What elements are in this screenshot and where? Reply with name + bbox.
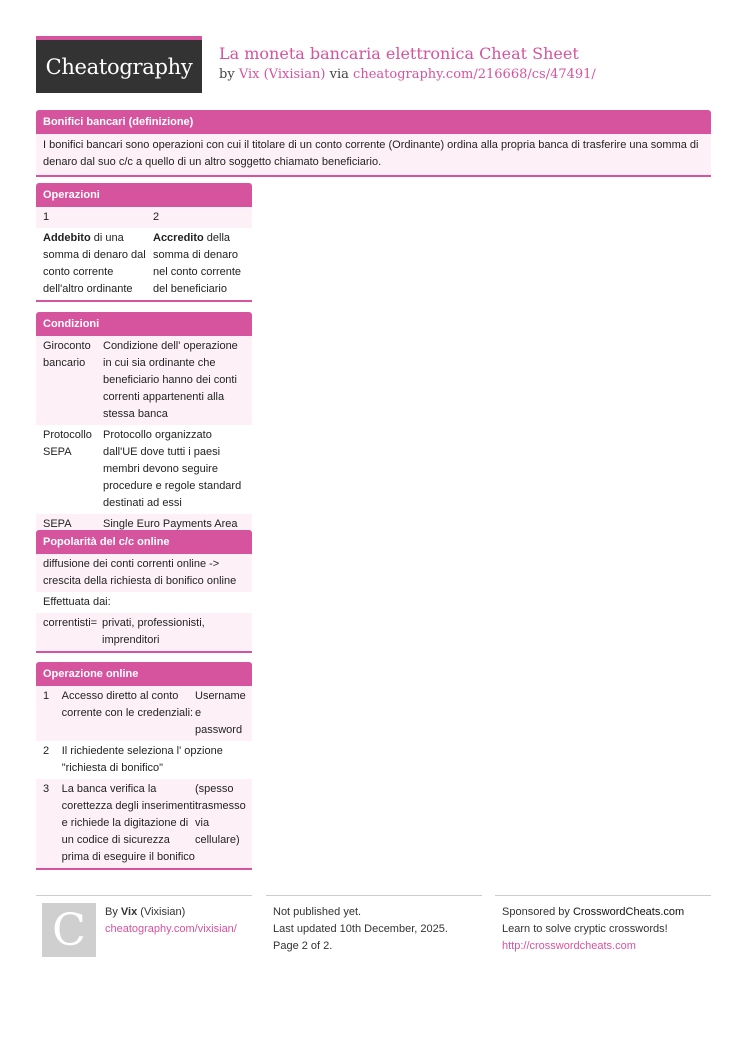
cheatography-logo[interactable]: Cheatography — [36, 36, 202, 93]
col-1-header: 1 — [43, 211, 50, 223]
footer-sponsor — [495, 895, 711, 955]
accredito-cell: Accredito della somma di denaro nel conto corrente del beneficiario — [153, 232, 242, 295]
page-number: Page 2 of 2. — [273, 940, 333, 952]
page-title: La moneta bancaria elettronica Cheat Sheet — [219, 44, 579, 63]
byline — [219, 67, 596, 82]
term: Giroconto bancario — [43, 340, 91, 369]
section-condizioni — [36, 312, 252, 537]
author-avatar: C — [42, 903, 96, 957]
definition: Protocollo organizzato dall'UE dove tutti i paesi membri devono seguire procedure e regole standard destinati ad essi — [103, 429, 242, 509]
section-title: Bonifici bancari (definizione) — [36, 110, 711, 134]
footer-author-link[interactable]: cheatography.com/vixisian/ — [105, 923, 237, 935]
step-number: 1 — [43, 690, 50, 702]
step-number: 3 — [43, 783, 50, 795]
sponsor-link[interactable]: http://crosswordcheats.com — [502, 940, 636, 952]
step-text: La banca verifica la corettezza degli inserimenti e richiede la digitazione di un codice di sicurezza prima di eseguire il bonifico — [61, 783, 195, 863]
step-note: Username e password — [195, 690, 246, 736]
author-link[interactable]: Vix (Vixisian) — [238, 67, 326, 82]
section-title: Operazione online — [36, 662, 252, 686]
footer-author-name: Vix — [120, 906, 138, 918]
term: SEPA — [43, 518, 72, 530]
table-row — [36, 779, 252, 868]
section-title: Popolarità del c/c online — [36, 530, 252, 554]
table-row — [36, 613, 252, 651]
footer-byline: By Vix (Vixisian) — [105, 906, 186, 918]
definition: privati, professionisti, imprenditori — [102, 617, 205, 646]
last-updated: Last updated 10th December, 2025. — [273, 923, 448, 935]
step-text: Accesso diretto al conto corrente con le credenziali: — [61, 690, 194, 719]
step-number: 2 — [43, 745, 50, 757]
footer-status — [266, 895, 482, 955]
table-row — [36, 336, 252, 425]
footer-author-info — [36, 895, 252, 938]
section-title: Operazioni — [36, 183, 252, 207]
byline-by: by — [219, 67, 235, 82]
table-row — [36, 425, 252, 514]
section-title: Condizioni — [36, 312, 252, 336]
table-row — [36, 741, 252, 779]
section-operazione-online — [36, 662, 252, 870]
section-operazioni — [36, 183, 252, 302]
section-definizione — [36, 110, 711, 177]
step-note: (spesso trasmesso via cellulare) — [195, 783, 246, 846]
col-2-header: 2 — [153, 211, 160, 223]
step-text: Il richiedente seleziona l' opzione "richiesta di bonifico" — [61, 745, 223, 774]
addebito-cell: Addebito di una somma di denaro dal conto corrente dell'altro ordinante — [43, 232, 146, 295]
header — [219, 44, 596, 82]
definition-text: I bonifici bancari sono operazioni con cui il titolare di un conto corrente (Ordinante) ordina alla propria banca di trasferire una somma di denaro dal suo c/c a quello di un altro soggetto chiamato beneficiario. — [36, 134, 711, 175]
sponsor-line: Sponsored by CrosswordCheats.com — [502, 906, 685, 918]
list-item: diffusione dei conti correnti online -> crescita della richiesta di bonifico online — [36, 554, 252, 592]
term: Protocollo SEPA — [43, 429, 92, 458]
definition: Single Euro Payments Area — [103, 518, 238, 530]
sponsor-name: CrosswordCheats.com — [572, 906, 685, 918]
list-item: Effettuata dai: — [43, 596, 111, 608]
definition: Condizione dell' operazione in cui sia ordinante che beneficiario hanno dei conti correnti appartenenti alla stessa banca — [103, 340, 238, 420]
sheet-url-link[interactable]: cheatography.com/216668/cs/47491/ — [353, 67, 596, 82]
sponsor-text: Learn to solve cryptic crosswords! — [502, 923, 668, 935]
section-popolarita — [36, 530, 252, 653]
byline-via: via — [329, 67, 349, 82]
publish-status: Not published yet. — [273, 906, 362, 918]
table-header-row — [36, 207, 252, 228]
term: correntisti= — [43, 617, 98, 629]
table-row — [36, 686, 252, 741]
table-row — [36, 228, 252, 300]
